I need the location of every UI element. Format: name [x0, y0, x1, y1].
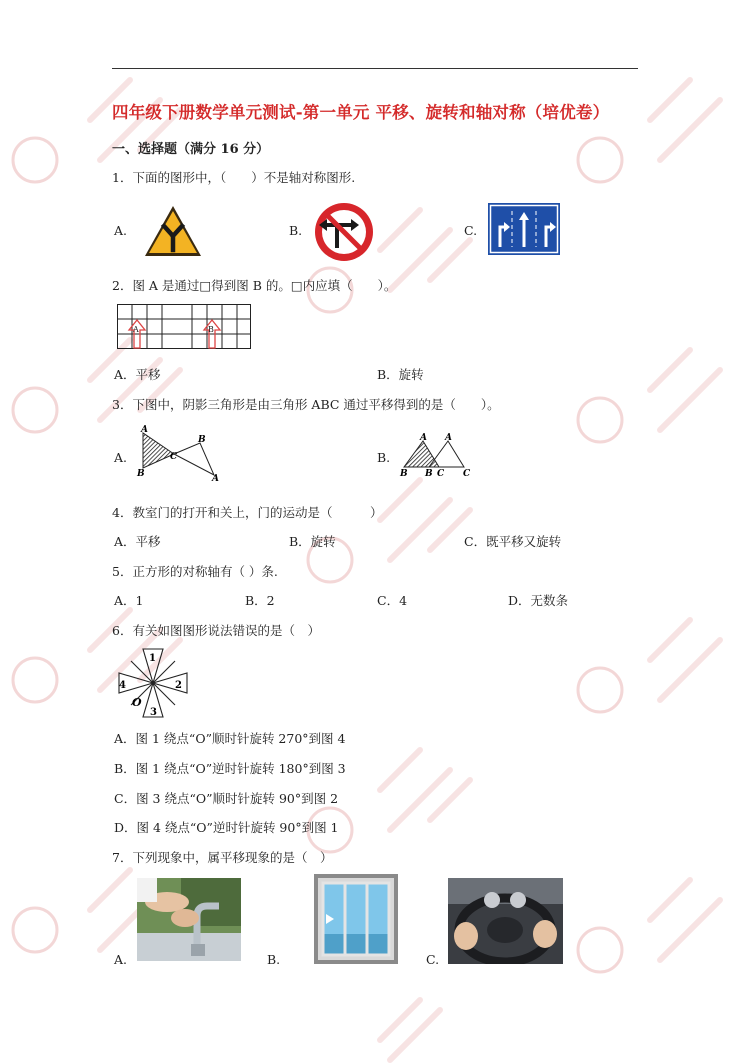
q3a-label-a-top: A: [141, 425, 148, 435]
q3-option-a-label: A.: [114, 450, 128, 465]
sliding-window-photo-icon: [314, 874, 398, 964]
q3a-label-b-left: B: [137, 469, 145, 479]
q3b-label-c2: C: [463, 469, 471, 476]
q3b-label-a1: A: [420, 433, 427, 443]
q5-option-d: D．无数条: [508, 593, 569, 608]
header-rule: [112, 68, 638, 69]
q3b-label-a2: A: [445, 433, 452, 443]
question-6: 6．有关如图图形说法错误的是（ ）: [112, 623, 320, 638]
q3b-label-c1: C: [437, 469, 445, 476]
q4-option-a: A．平移: [114, 534, 161, 549]
pinwheel-label-4: 4: [119, 680, 126, 691]
grid-label-b: B: [208, 325, 214, 334]
q3a-label-a-right: A: [212, 474, 219, 482]
question-7: 7．下列现象中，属平移现象的是（ ）: [112, 850, 333, 865]
question-5: 5．正方形的对称轴有（ ）条.: [112, 564, 278, 579]
faucet-photo-icon: [137, 878, 241, 961]
question-2: 2．图 A 是通过□得到图 B 的。□内应填（ ）。: [112, 278, 397, 293]
q4-option-c: C．既平移又旋转: [464, 534, 562, 549]
grid-label-a: A: [133, 325, 139, 334]
q7-option-c-label: C.: [426, 952, 440, 967]
lane-direction-sign-icon: [488, 203, 560, 255]
pinwheel-label-1: 1: [149, 653, 156, 664]
q3a-label-b-right: B: [198, 435, 206, 445]
q2-grid-figure: [117, 304, 253, 350]
q3-figure-a: [134, 424, 224, 482]
q3a-label-c: C: [170, 452, 178, 462]
q5-option-b: B．2: [245, 593, 275, 608]
section-heading: 一、选择题（满分 16 分）: [112, 142, 270, 157]
q1-option-c-label: C.: [464, 223, 478, 238]
q3-option-b-label: B.: [377, 450, 391, 465]
q3b-label-b1: B: [400, 469, 408, 476]
q5-option-c: C．4: [377, 593, 408, 608]
q7-option-b-label: B.: [267, 952, 281, 967]
q2-option-b: B．旋转: [377, 367, 424, 382]
y-junction-sign-icon: [143, 204, 203, 258]
q6-option-d: D．图 4 绕点“O”逆时针旋转 90°到图 1: [114, 820, 339, 835]
q3b-label-b2: B: [425, 469, 433, 476]
pinwheel-label-3: 3: [150, 707, 157, 718]
question-3: 3．下图中，阴影三角形是由三角形 ABC 通过平移得到的是（ ）。: [112, 397, 500, 412]
q1-option-b-label: B.: [289, 223, 303, 238]
q2-option-a: A．平移: [114, 367, 161, 382]
q1-option-a-label: A.: [114, 223, 128, 238]
q3-figure-b: [398, 430, 478, 476]
steering-wheel-photo-icon: [448, 878, 563, 964]
pinwheel-label-2: 2: [175, 680, 182, 691]
question-1: 1．下面的图形中，（ ）不是轴对称图形.: [112, 170, 356, 185]
no-turn-sign-icon: [313, 201, 375, 263]
q6-option-a: A．图 1 绕点“O”顺时针旋转 270°到图 4: [114, 731, 346, 746]
q7-option-a-label: A.: [114, 952, 128, 967]
q4-option-b: B．旋转: [289, 534, 336, 549]
pinwheel-label-o: O: [132, 696, 142, 709]
q5-option-a: A．1: [114, 593, 144, 608]
q6-option-c: C．图 3 绕点“O”顺时针旋转 90°到图 2: [114, 791, 339, 806]
q6-option-b: B．图 1 绕点“O”逆时针旋转 180°到图 3: [114, 761, 346, 776]
question-4: 4．教室门的打开和关上，门的运动是（ ）: [112, 505, 383, 520]
q6-pinwheel-figure: [114, 644, 192, 722]
page-title: 四年级下册数学单元测试-第一单元 平移、旋转和轴对称（培优卷）: [112, 103, 610, 122]
